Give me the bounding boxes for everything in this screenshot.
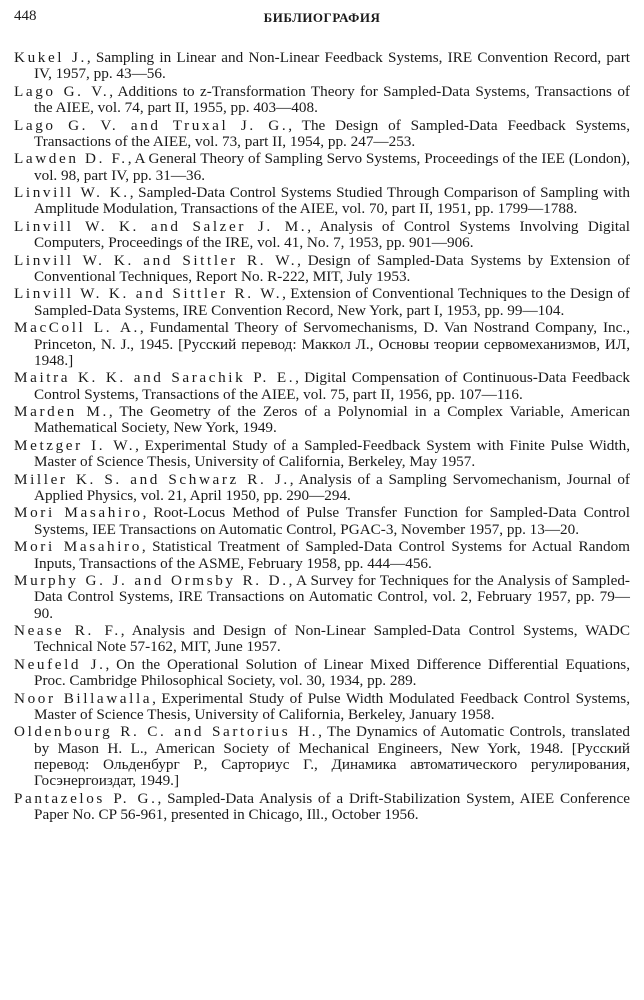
entry-text: , A General Theory of Sampling Servo Systems, Proceedings of the IEE (London), vol. 98, part IV, pp. 31—36. — [34, 150, 630, 184]
entry-text: , Analysis of a Sampling Servomechanism, Journal of Applied Physics, vol. 21, April 1950, pp. 290—294. — [34, 470, 630, 504]
entry-author: Mori Masahiro — [14, 504, 143, 522]
entry-text: , On the Operational Solution of Linear Mixed Difference Differential Equations, Proc. Cambridge Philosophical Society, vol. 30, 1934, pp. 289. — [34, 655, 630, 690]
entry-text: , Experimental Study of a Sampled-Feedback System with Finite Pulse Width, Master of Science Thesis, University of California, Berkeley, May 1957. — [34, 436, 631, 471]
entry-text: , Analysis and Design of Non-Linear Sampled-Data Control Systems, WADC Technical Note 57-162, MIT, June 1957. — [34, 622, 630, 656]
entry-author: Linvill W. K. — [14, 184, 130, 202]
bibliography-entry — [14, 151, 630, 184]
entry-text: , Digital Compensation of Continuous-Data Feedback Control Systems, Transactions of the AIEE, vol. 75, part II, 1956, pp. 107—116. — [34, 369, 630, 403]
bibliography-entry — [14, 573, 630, 622]
entry-text: , Root-Locus Method of Pulse Transfer Function for Sampled-Data Control Systems, IEE Transactions on Automatic Control, PGAC-3, November 1957, pp. 13—20. — [34, 504, 630, 538]
entry-author: Noor Billawalla — [14, 689, 153, 707]
entry-text: , Sampled-Data Analysis of a Drift-Stabilization System, AIEE Conference Paper No. CP 56-961, presented in Chicago, Ill., October 1956. — [34, 789, 630, 824]
entry-text: , Extension of Conventional Techniques to the Design of Sampled-Data Systems, IRE Convention Record, New York, part I, 1953, pp. 99—104. — [34, 285, 630, 319]
entry-author: Linvill W. K. and Sittler R. W. — [14, 285, 283, 303]
entry-author: Miller K. S. and Schwarz R. J. — [14, 470, 290, 488]
bibliography-entry — [14, 185, 630, 218]
bibliography-entry — [14, 623, 630, 656]
entry-author: Lawden D. F. — [14, 150, 128, 168]
entry-author: Linvill W. K. and Sittler R. W. — [14, 251, 298, 269]
bibliography-entry — [14, 253, 630, 286]
bibliography-entry — [14, 791, 630, 824]
bibliography-entry — [14, 84, 630, 117]
bibliography-entry — [14, 438, 630, 471]
entry-text: , Sampling in Linear and Non-Linear Feedback Systems, IRE Convention Record, part IV, 1957, pp. 43—56. — [34, 49, 630, 83]
entry-text: , Sampled-Data Control Systems Studied Through Comparison of Sampling with Amplitude Modulation, Transactions of the AIEE, vol. 70, part II, 1951, pp. 1799—1788. — [34, 184, 630, 218]
bibliography-entry — [14, 472, 630, 505]
entry-author: Marden M. — [14, 403, 109, 421]
bibliography-entry — [14, 320, 630, 369]
entry-text: , The Geometry of the Zeros of a Polynomial in a Complex Variable, American Mathematical Society, New York, 1949. — [34, 403, 630, 437]
page-header — [14, 8, 630, 30]
bibliography-list — [14, 50, 630, 825]
entry-author: MacColl L. A. — [14, 319, 140, 337]
entry-author: Maitra K. K. and Sarachik P. E. — [14, 369, 296, 387]
entry-author: Murphy G. J. and Ormsby R. D. — [14, 572, 289, 590]
entry-text: , Experimental Study of Pulse Width Modulated Feedback Control Systems, Master of Science Thesis, University of California, Berkeley, January 1958. — [34, 689, 630, 723]
bibliography-entry — [14, 505, 630, 538]
entry-author: Neufeld J. — [14, 655, 106, 673]
bibliography-entry — [14, 539, 630, 572]
entry-author: Metzger I. W. — [14, 436, 136, 454]
entry-text: , A Survey for Techniques for the Analysis of Sampled-Data Control Systems, IRE Transactions on Automatic Control, vol. 2, February 1957, pp. 79—90. — [34, 572, 630, 622]
entry-author: Lago G. V. and Truxal J. G. — [14, 116, 289, 134]
entry-author: Nease R. F. — [14, 622, 121, 640]
entry-text: , Statistical Treatment of Sampled-Data Control Systems for Actual Random Inputs, Transactions of the ASME, February 1958, pp. 444—456. — [34, 538, 630, 572]
bibliography-entry — [14, 118, 630, 151]
bibliography-entry — [14, 286, 630, 319]
entry-author: Mori Masahiro — [14, 538, 142, 556]
bibliography-entry — [14, 50, 630, 83]
running-title: БИБЛИОГРАФИЯ — [263, 10, 381, 25]
bibliography-entry — [14, 219, 630, 252]
page-number: 448 — [14, 8, 37, 24]
entry-text: , The Dynamics of Automatic Controls, translated by Mason H. L., American Society of Mechanical Engineers, New York, 1948. [Русский перевод: Ольденбург Р., Сарториус Г., Динамика автоматического регулирования, Госэнергоиздат, 1949.] — [34, 723, 630, 790]
bibliography-entry — [14, 657, 630, 690]
entry-author: Lago G. V. — [14, 82, 110, 100]
entry-author: Linvill W. K. and Salzer J. M. — [14, 217, 308, 235]
entry-author: Kukel J. — [14, 49, 87, 66]
entry-text: , Additions to z-Transformation Theory for Sampled-Data Systems, Transactions of the AIEE, vol. 74, part II, 1955, pp. 403—408. — [34, 82, 630, 117]
entry-author: Oldenbourg R. C. and Sartorius H. — [14, 723, 319, 741]
bibliography-entry — [14, 404, 630, 437]
bibliography-entry — [14, 691, 630, 724]
entry-text: , Analysis of Control Systems Involving Digital Computers, Proceedings of the IRE, vol. 41, No. 7, 1953, pp. 901—906. — [34, 217, 630, 252]
entry-text: , Design of Sampled-Data Systems by Extension of Conventional Techniques, Report No. R-222, MIT, July 1953. — [34, 251, 630, 285]
entry-author: Pantazelos P. G. — [14, 789, 158, 807]
entry-text: , Fundamental Theory of Servomechanisms, D. Van Nostrand Company, Inc., Princeton, N. J., 1945. [Русский перевод: Маккол Л., Основы теории сервомеханизмов, ИЛ, 1948.] — [34, 319, 630, 369]
bibliography-entry — [14, 724, 630, 789]
bibliography-entry — [14, 370, 630, 403]
entry-text: , The Design of Sampled-Data Feedback Systems, Transactions of the AIEE, vol. 73, part II, 1954, pp. 247—253. — [34, 116, 630, 150]
